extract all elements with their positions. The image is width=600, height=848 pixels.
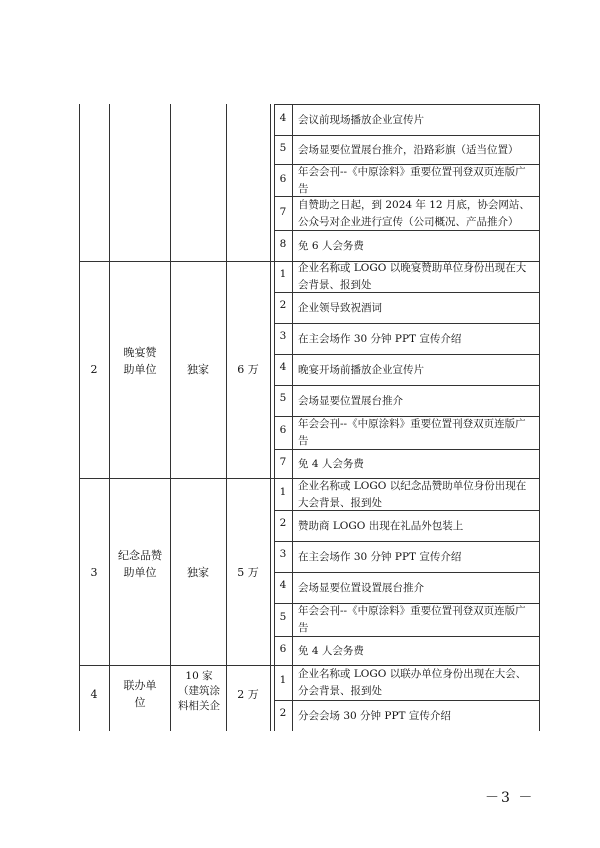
page-number: －3 － <box>485 790 535 806</box>
item-number: 4 <box>279 579 287 591</box>
item-number: 4 <box>279 361 287 373</box>
item-text: 在主会场作 30 分钟 PPT 宣传介绍 <box>298 550 462 563</box>
item-text: 会场显要位置展台推介 <box>298 394 403 407</box>
group-name: 纪念品赞助单位 <box>118 549 162 579</box>
item-text: 会场显要位置设置展台推介 <box>298 581 424 594</box>
item-number: 4 <box>279 112 287 124</box>
item-text: 会场显要位置展台推介，沿路彩旗（适当位置） <box>298 143 519 156</box>
item-number: 7 <box>279 456 287 468</box>
group-id: 2 <box>90 363 98 376</box>
item-number: 2 <box>279 299 287 311</box>
item-text: 企业名称或 LOGO 以联办单位身份出现在大会、分会背景、报到处 <box>298 668 527 697</box>
item-text: 企业名称或 LOGO 以纪念品赞助单位身份出现在大会背景、报到处 <box>298 479 527 509</box>
item-number: 3 <box>279 548 287 560</box>
item-text: 自赞助之日起，到 2024 年 12 月底，协会网站、公众号对企业进行宣传（公司概况、产品推介） <box>298 198 530 228</box>
item-number: 6 <box>279 643 287 655</box>
group-id: 3 <box>90 566 98 579</box>
group-scope: 10 家（建筑涂料相关企 <box>178 670 220 712</box>
item-number: 8 <box>279 238 287 250</box>
item-number: 1 <box>279 486 287 498</box>
item-number: 5 <box>279 392 287 404</box>
item-text: 年会会刊--《中原涂料》重要位置刊登双页连版广告 <box>298 165 526 195</box>
group-name: 晚宴赞助单位 <box>123 346 157 376</box>
item-text: 赞助商 LOGO 出现在礼品外包装上 <box>298 519 464 532</box>
item-number: 2 <box>279 707 287 719</box>
group-scope: 独家 <box>187 363 209 376</box>
item-text: 分会会场 30 分钟 PPT 宣传介绍 <box>298 709 451 722</box>
item-number: 6 <box>279 173 287 185</box>
item-number: 5 <box>279 611 287 623</box>
item-text: 免 4 人会务费 <box>298 457 364 470</box>
item-text: 免 6 人会务费 <box>298 239 364 252</box>
item-number: 1 <box>279 268 287 280</box>
item-number: 2 <box>279 517 287 529</box>
item-text: 年会会刊--《中原涂料》重要位置刊登双页连版广告 <box>298 418 526 447</box>
group-id: 4 <box>90 688 98 701</box>
item-number: 7 <box>279 206 287 218</box>
group-scope: 独家 <box>187 566 209 579</box>
item-number: 3 <box>279 330 287 342</box>
item-text: 在主会场作 30 分钟 PPT 宣传介绍 <box>298 332 462 345</box>
group-price: 6 万 <box>237 363 259 376</box>
item-text: 会议前现场播放企业宣传片 <box>298 113 424 126</box>
group-price: 2 万 <box>237 688 259 701</box>
item-text: 晚宴开场前播放企业宣传片 <box>298 363 424 376</box>
item-text: 企业名称或 LOGO 以晚宴赞助单位身份出现在大会背景、报到处 <box>298 262 527 291</box>
group-price: 5 万 <box>237 566 259 579</box>
item-number: 6 <box>279 424 287 436</box>
item-text: 企业领导致祝酒词 <box>298 301 382 314</box>
group-name: 联办单位 <box>123 679 157 709</box>
item-number: 5 <box>279 142 287 154</box>
item-text: 免 4 人会务费 <box>298 644 364 657</box>
item-text: 年会会刊--《中原涂料》重要位置刊登双页连版广告 <box>298 605 526 634</box>
item-number: 1 <box>279 674 287 686</box>
